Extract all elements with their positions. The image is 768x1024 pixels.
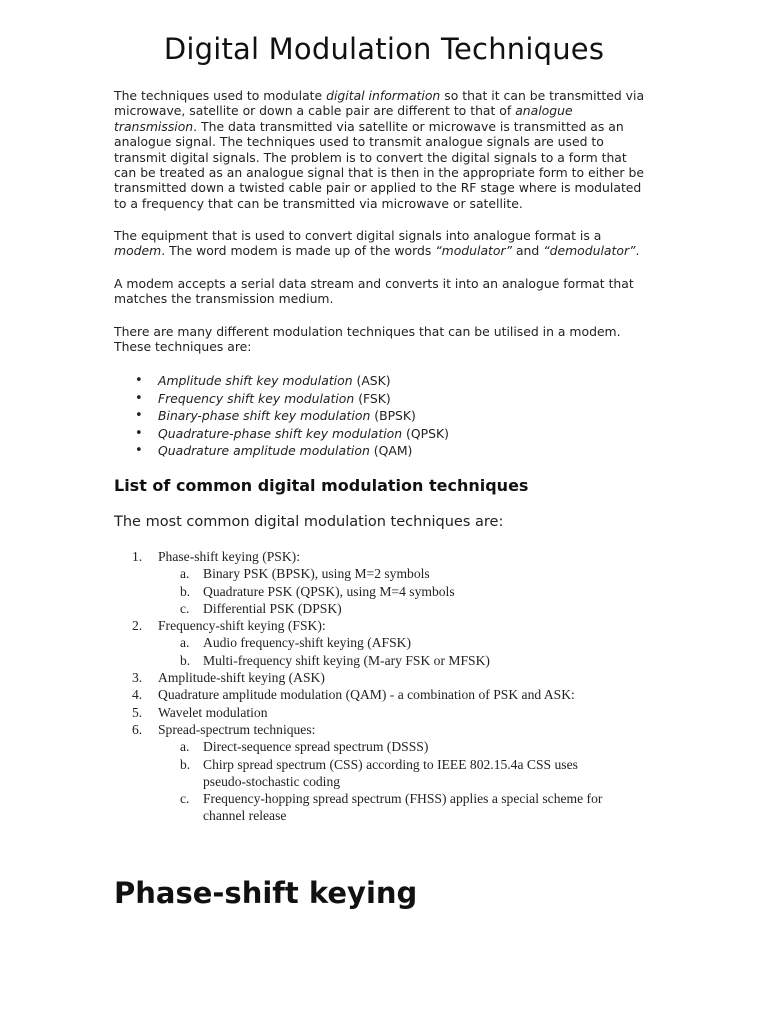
list-text: Multi-frequency shift keying (M-ary FSK or MFSK) [203, 652, 490, 668]
text-run: transmitted down a twisted cable pair or applied to the RF stage where is modulated [114, 180, 642, 196]
list-text: Phase-shift keying (PSK): [158, 549, 300, 564]
bullet-item [114, 390, 660, 408]
italic-text-run: analogue [515, 103, 573, 119]
list-number: a. [180, 635, 190, 651]
list-number: 6. [132, 721, 143, 737]
list-number: c. [180, 600, 190, 616]
bullet-technique-abbr: (FSK) [354, 390, 391, 406]
list-text: Direct-sequence spread spectrum (DSSS) [203, 739, 429, 755]
list-item [114, 721, 674, 738]
sub-list-item [114, 790, 674, 807]
bullet-technique-name: Binary-phase shift key modulation [158, 408, 371, 423]
text-run: matches the transmission medium. [114, 291, 334, 307]
list-item-continuation [114, 773, 674, 790]
bullet-technique-name: Amplitude shift key modulation [158, 373, 353, 388]
bullet-technique-abbr: (BPSK) [370, 408, 416, 423]
list-text: Chirp spread spectrum (CSS) according to IEEE 802.15.4a CSS uses [203, 756, 578, 772]
section-heading: List of common digital modulation techniques [114, 476, 529, 495]
text-run: These techniques are: [114, 339, 252, 355]
text-run: . The data transmitted via satellite or microwave is transmitted as an [193, 118, 624, 134]
bullet-item [114, 372, 660, 390]
numbered-technique-list [114, 548, 674, 825]
paragraph-techniques-intro [114, 324, 660, 355]
bullet-technique-name: Frequency shift key modulation [158, 390, 355, 406]
text-run: The techniques used to modulate [114, 88, 327, 103]
text-run: to a frequency that can be transmitted via microwave or satellite. [114, 195, 523, 211]
list-item [114, 686, 674, 703]
text-run: transmit digital signals. The problem is to convert the digital signals to a form that [114, 149, 627, 165]
text-run: There are many different modulation techniques that can be utilised in a modem. [114, 324, 621, 339]
list-text: Amplitude-shift keying (ASK) [158, 670, 325, 686]
phase-shift-keying-heading: Phase-shift keying [114, 876, 418, 910]
list-number: c. [180, 791, 190, 807]
bullet-dot-icon: • [135, 390, 143, 406]
list-number: a. [180, 566, 190, 582]
list-number: a. [180, 739, 190, 755]
list-text: Frequency-shift keying (FSK): [158, 618, 326, 634]
italic-text-run: digital information [326, 88, 441, 103]
list-number: b. [180, 583, 191, 599]
text-run: . The word modem is made up of the words [161, 243, 436, 259]
modulation-bullet-list [114, 372, 660, 460]
bullet-technique-name: Quadrature amplitude modulation [158, 443, 370, 458]
list-number: 5. [132, 704, 143, 720]
list-text: Quadrature amplitude modulation (QAM) - a combination of PSK and ASK: [158, 687, 575, 703]
sub-list-item [114, 600, 674, 617]
bullet-dot-icon: • [135, 408, 143, 423]
list-text: Audio frequency-shift keying (AFSK) [203, 635, 412, 651]
sub-list-item [114, 583, 674, 600]
page-title: Digital Modulation Techniques [163, 32, 605, 66]
list-number: 4. [132, 687, 143, 703]
section-intro: The most common digital modulation techniques are: [114, 514, 504, 530]
list-item-continuation [114, 807, 674, 824]
list-item [114, 704, 674, 721]
list-item [114, 548, 674, 565]
text-run: analogue signal. The techniques used to transmit analogue signals are used to [114, 134, 604, 150]
text-run: can be treated as an analogue signal that is then in the appropriate form to either be [114, 165, 644, 181]
italic-text-run: transmission [114, 118, 194, 134]
list-text: channel release [203, 808, 287, 824]
sub-list-item [114, 738, 674, 755]
text-run: so that it can be transmitted via [440, 88, 645, 103]
bullet-technique-name: Quadrature-phase shift key modulation [158, 425, 403, 441]
sub-list-item [114, 634, 674, 651]
italic-text-run: “modulator” [435, 243, 512, 259]
bullet-dot-icon: • [135, 373, 143, 388]
text-run: The equipment that is used to convert digital signals into analogue format is a [114, 228, 602, 243]
sub-list-item [114, 652, 674, 669]
list-number: 2. [132, 618, 143, 634]
list-text: Differential PSK (DPSK) [203, 600, 342, 616]
list-number: 1. [132, 549, 143, 564]
list-text: Binary PSK (BPSK), using M=2 symbols [203, 566, 430, 582]
list-number: 3. [132, 670, 143, 686]
sub-list-item [114, 565, 674, 582]
bullet-technique-abbr: (ASK) [352, 373, 391, 388]
text-run: microwave, satellite or down a cable pair are different to that of [114, 103, 516, 119]
bullet-item [114, 442, 660, 460]
bullet-dot-icon: • [135, 425, 143, 441]
list-number: b. [180, 756, 191, 772]
list-text: pseudo-stochastic coding [203, 773, 341, 789]
list-number: b. [180, 652, 191, 668]
bullet-technique-abbr: (QAM) [369, 443, 413, 458]
list-item [114, 669, 674, 686]
text-run: . [635, 243, 640, 259]
list-text: Frequency-hopping spread spectrum (FHSS) applies a special scheme for [203, 791, 603, 807]
italic-text-run: “demodulator” [543, 243, 636, 259]
bullet-technique-abbr: (QPSK) [402, 425, 449, 441]
list-text: Wavelet modulation [158, 704, 268, 720]
sub-list-item [114, 756, 674, 773]
list-item [114, 617, 674, 634]
italic-text-run: modem [114, 243, 162, 259]
text-run: and [512, 243, 544, 259]
paragraph-intro [114, 88, 660, 211]
paragraph-modem [114, 228, 660, 259]
text-run: A modem accepts a serial data stream and converts it into an analogue format that [114, 276, 634, 291]
bullet-dot-icon: • [135, 443, 143, 458]
paragraph-serial-stream [114, 276, 660, 307]
bullet-item [114, 407, 660, 425]
list-text: Quadrature PSK (QPSK), using M=4 symbols [203, 583, 455, 599]
list-text: Spread-spectrum techniques: [158, 721, 316, 737]
bullet-item [114, 425, 660, 443]
